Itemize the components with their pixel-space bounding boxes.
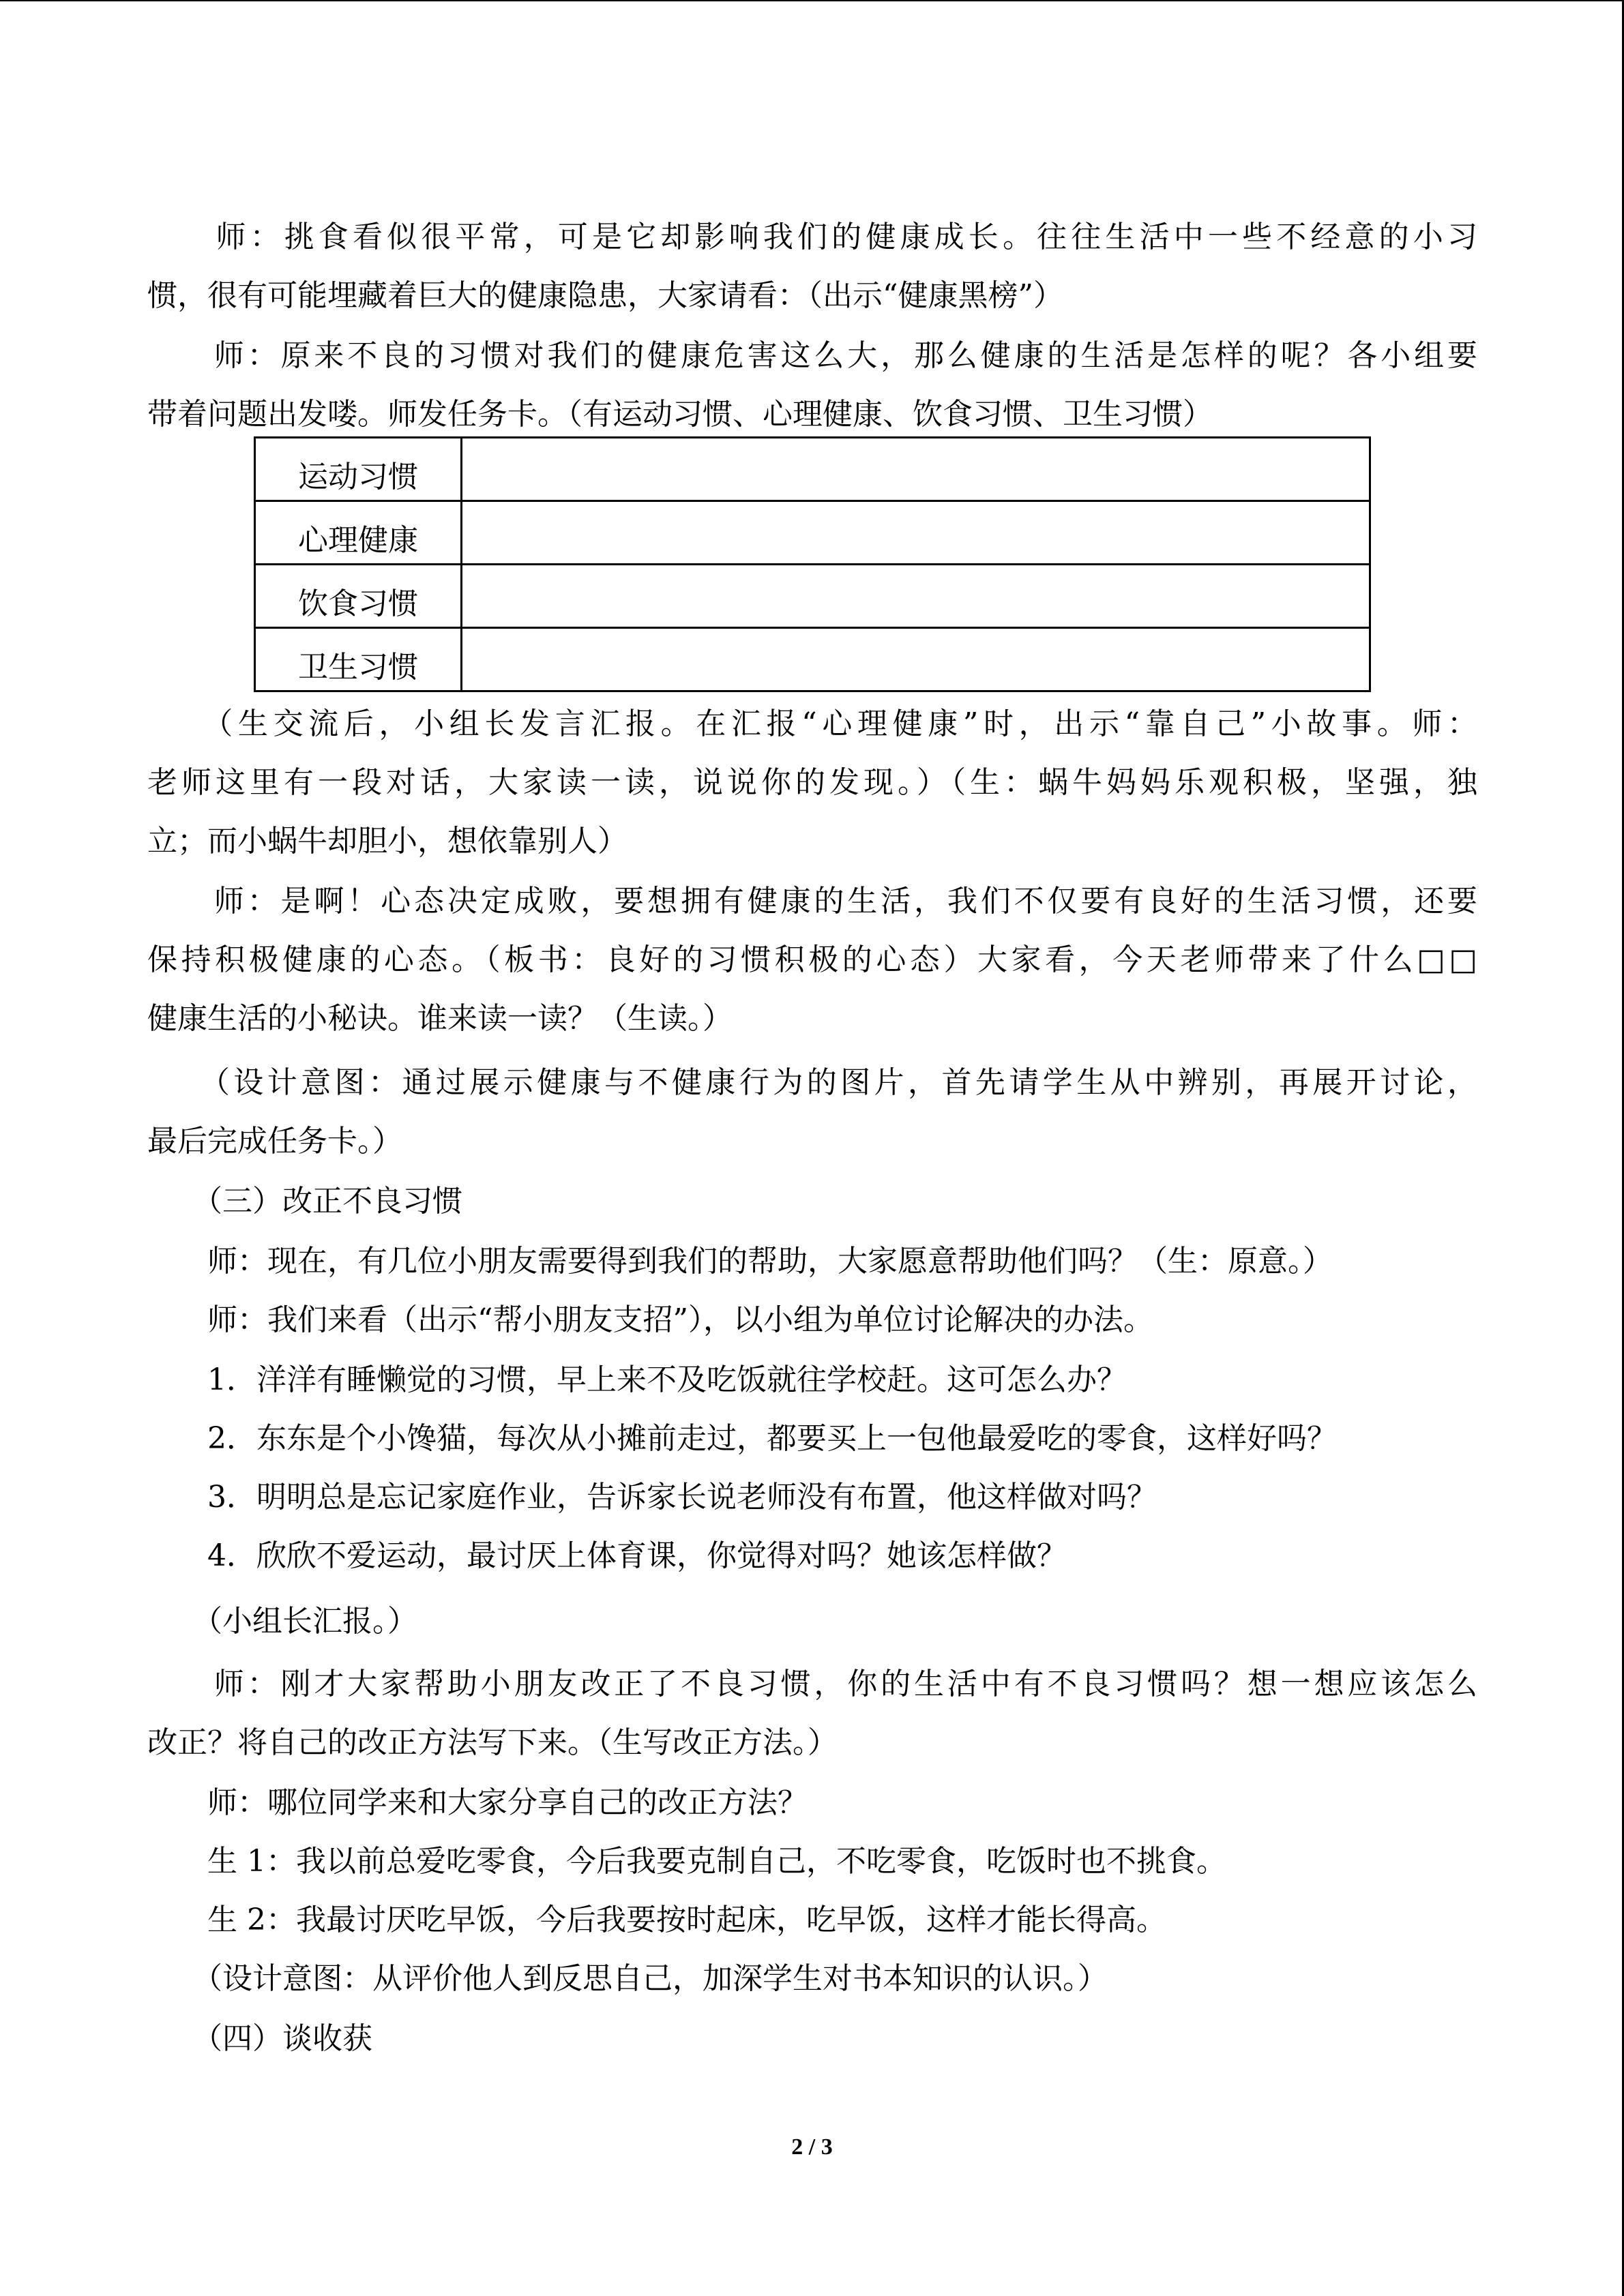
paragraph-line: （小组长汇报。） [147, 1604, 417, 1639]
task-card-row [255, 628, 1370, 691]
task-card-blank [462, 565, 1370, 628]
paragraph-line: 师：挑食看似很平常，可是它却影响我们的健康成长。往往生活中一些不经意的小习 [147, 220, 1477, 254]
page-border-top [0, 0, 1624, 1]
paragraph-line: 师：现在，有几位小朋友需要得到我们的帮助，大家愿意帮助他们吗？（生：原意。） [147, 1244, 1333, 1279]
paragraph-line: 师：我们来看（出示“帮小朋友支招”），以小组为单位讨论解决的办法。 [147, 1302, 1153, 1337]
task-card-row [255, 438, 1370, 501]
list-item: 1．洋洋有睡懒觉的习惯，早上来不及吃饭就往学校赶。这可怎么办？ [147, 1362, 1127, 1397]
task-card-row [255, 501, 1370, 565]
section-heading: （四）谈收获 [147, 2021, 372, 2056]
task-card-label: 心理健康 [255, 501, 462, 565]
paragraph-line: 最后完成任务卡。） [147, 1124, 402, 1159]
paragraph-line: 生 2：我最讨厌吃早饭，今后我要按时起床，吃早饭，这样才能长得高。 [147, 1903, 1166, 1937]
section-heading: （三）改正不良习惯 [147, 1184, 462, 1219]
paragraph-line: 师：刚才大家帮助小朋友改正了不良习惯，你的生活中有不良习惯吗？想一想应该怎么 [147, 1667, 1477, 1701]
paragraph-line: （设计意图：通过展示健康与不健康行为的图片，首先请学生从中辨别，再展开讨论， [147, 1065, 1477, 1100]
paragraph-line: 立；而小蜗牛却胆小，想依靠别人） [147, 824, 628, 859]
task-card-row [255, 565, 1370, 628]
paragraph-line: 老师这里有一段对话，大家读一读，说说你的发现。）（生：蜗牛妈妈乐观积极，坚强，独 [147, 765, 1477, 800]
task-card-label: 饮食习惯 [255, 565, 462, 628]
paragraph-line: 惯，很有可能埋藏着巨大的健康隐患，大家请看：（出示“健康黑榜”） [147, 278, 1063, 313]
list-item: 3．明明总是忘记家庭作业，告诉家长说老师没有布置，他这样做对吗？ [147, 1480, 1157, 1515]
paragraph-line: 带着问题出发喽。师发任务卡。（有运动习惯、心理健康、饮食习惯、卫生习惯） [147, 397, 1213, 432]
task-card-blank [462, 628, 1370, 691]
paragraph-line: 健康生活的小秘诀。谁来读一读？（生读。） [147, 1001, 733, 1036]
task-card-blank [462, 438, 1370, 501]
list-item: 2．东东是个小馋猫，每次从小摊前走过，都要买上一包他最爱吃的零食，这样好吗？ [147, 1421, 1337, 1456]
task-card-label: 卫生习惯 [255, 628, 462, 691]
paragraph-line: （生交流后，小组长发言汇报。在汇报“心理健康”时，出示“靠自己”小故事。师： [147, 706, 1477, 741]
task-card-table [254, 436, 1371, 692]
page-number: 2 / 3 [791, 2134, 833, 2160]
paragraph-line: （设计意图：从评价他人到反思自己，加深学生对书本知识的认识。） [147, 1961, 1108, 1996]
task-card-blank [462, 501, 1370, 565]
paragraph-line: 改正？将自己的改正方法写下来。（生写改正方法。） [147, 1725, 838, 1760]
paragraph-line: 生 1：我以前总爱吃零食，今后我要克制自己，不吃零食，吃饭时也不挑食。 [147, 1844, 1226, 1879]
paragraph-line: 师：是啊！心态决定成败，要想拥有健康的生活，我们不仅要有良好的生活习惯，还要 [147, 884, 1477, 919]
paragraph-line: 保持积极健康的心态。（板书：良好的习惯积极的心态）大家看，今天老师带来了什么□□ [147, 942, 1477, 977]
task-card-label: 运动习惯 [255, 438, 462, 501]
paragraph-line: 师：哪位同学来和大家分享自己的改正方法？ [147, 1785, 808, 1820]
paragraph-line: 师：原来不良的习惯对我们的健康危害这么大，那么健康的生活是怎样的呢？各小组要 [147, 338, 1477, 373]
list-item: 4．欣欣不爱运动，最讨厌上体育课，你觉得对吗？她该怎样做？ [147, 1538, 1067, 1573]
